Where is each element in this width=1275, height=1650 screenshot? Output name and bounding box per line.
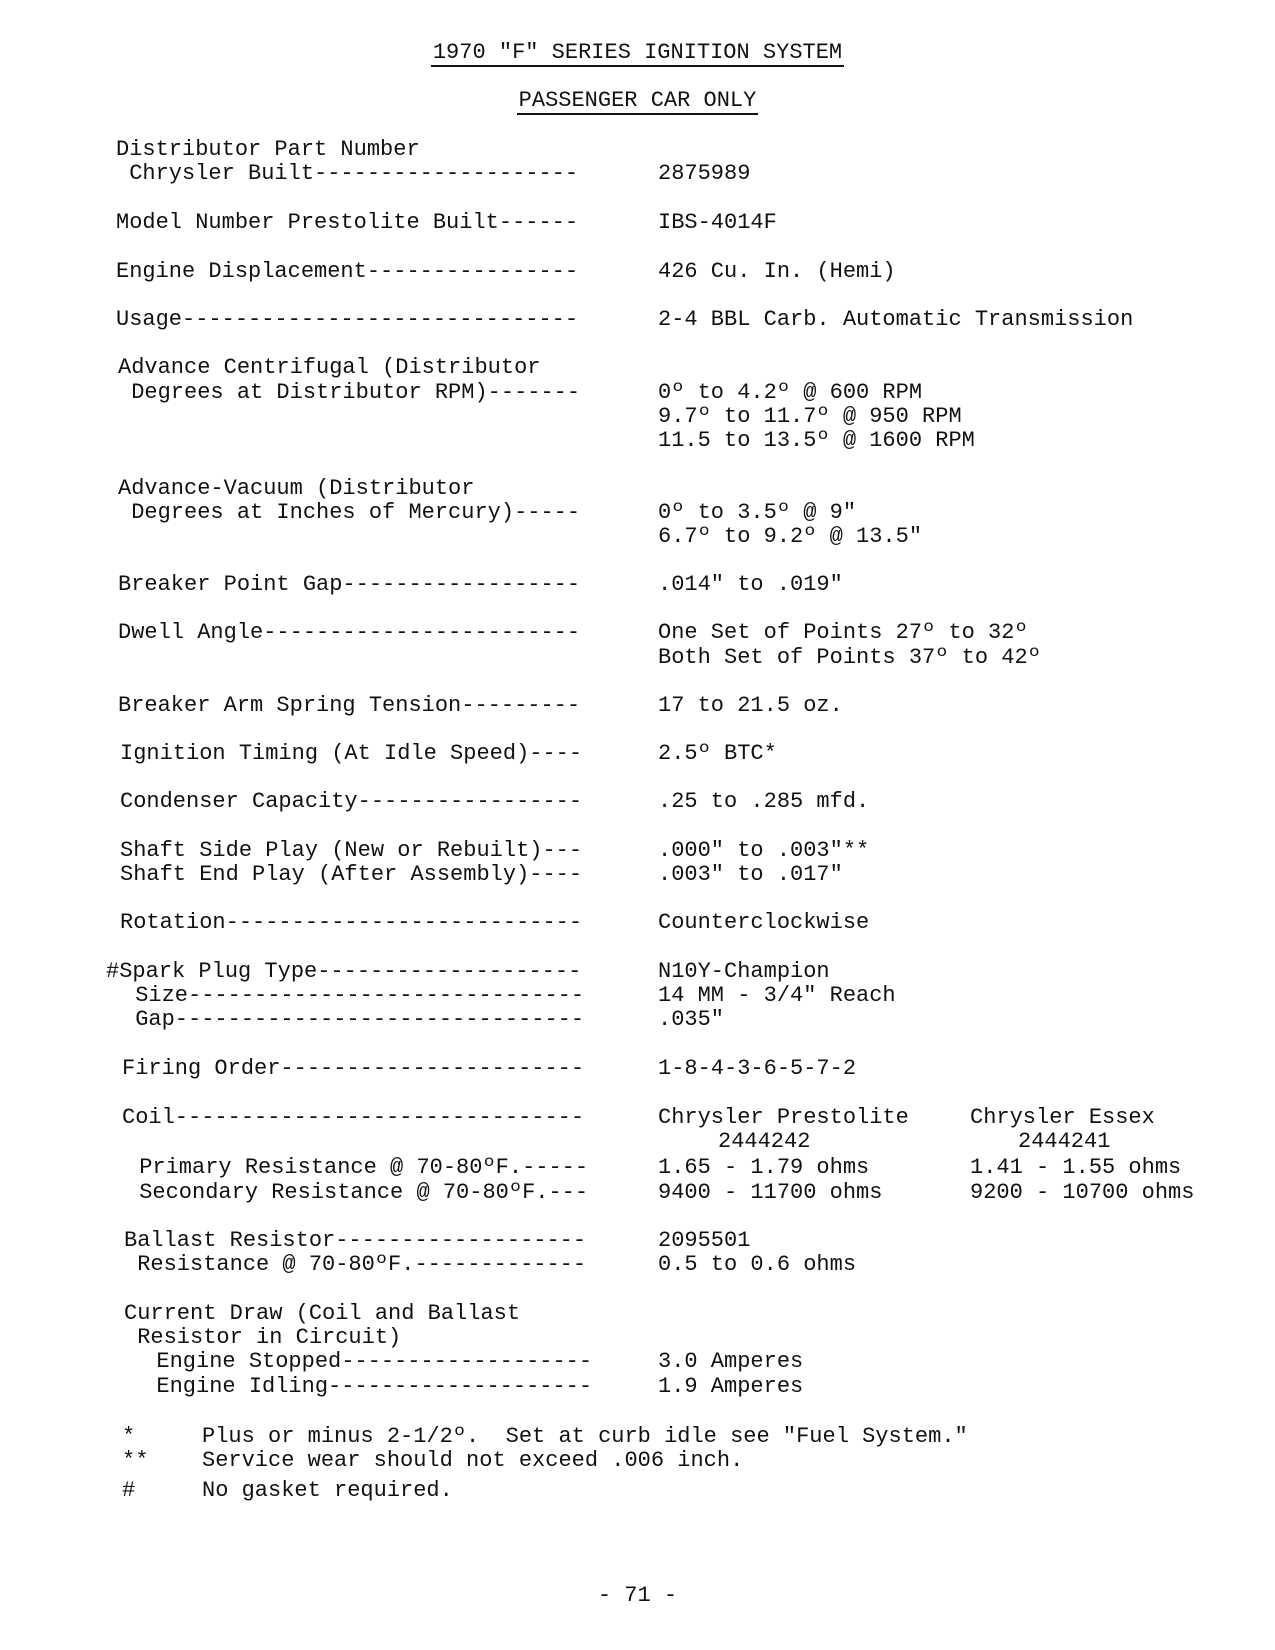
spec-label: Degrees at Inches of Mercury)----- — [118, 500, 581, 525]
spec-label: Condenser Capacity----------------- — [120, 789, 583, 814]
footnote-mark: * — [122, 1424, 136, 1449]
spec-label: Engine Stopped------------------- — [130, 1349, 593, 1374]
spec-value: 6.7º to 9.2º @ 13.5" — [658, 524, 923, 549]
spec-value: 14 MM - 3/4" Reach — [658, 983, 896, 1008]
spec-value: N10Y-Champion — [658, 959, 830, 984]
spec-value: 2.5º BTC* — [658, 741, 777, 766]
spec-value-secondary: 9200 - 10700 ohms — [970, 1180, 1195, 1205]
spec-value: One Set of Points 27º to 32º — [658, 620, 1028, 645]
spec-value: 426 Cu. In. (Hemi) — [658, 259, 896, 284]
spec-value: .25 to .285 mfd. — [658, 789, 870, 814]
page-number: - 71 - — [597, 1583, 678, 1608]
spec-label: Engine Idling-------------------- — [130, 1374, 593, 1399]
spec-value: 3.0 Amperes — [658, 1349, 804, 1374]
spec-value: 1.65 - 1.79 ohms — [658, 1155, 870, 1180]
spec-label: Primary Resistance @ 70-80ºF.----- — [126, 1155, 589, 1180]
spec-label: Usage------------------------------ — [116, 307, 579, 332]
page-title: 1970 "F" SERIES IGNITION SYSTEM — [432, 40, 843, 65]
footnote-mark: ** — [122, 1448, 149, 1473]
spec-label: Secondary Resistance @ 70-80ºF.--- — [126, 1180, 589, 1205]
spec-value: 2875989 — [658, 161, 751, 186]
spec-value: 2095501 — [658, 1228, 751, 1253]
spec-value: Both Set of Points 37º to 42º — [658, 645, 1041, 670]
spec-label: Shaft End Play (After Assembly)---- — [120, 862, 583, 887]
spec-value: .003" to .017" — [658, 862, 843, 887]
spec-label: Resistance @ 70-80ºF.------------- — [124, 1252, 587, 1277]
footnote-text: Plus or minus 2-1/2º. Set at curb idle see "Fuel System." — [202, 1424, 968, 1449]
page-subtitle: PASSENGER CAR ONLY — [518, 88, 757, 113]
spec-label: Advance Centrifugal (Distributor — [118, 355, 541, 380]
spec-value: 0º to 4.2º @ 600 RPM — [658, 380, 923, 405]
spec-label: Advance-Vacuum (Distributor — [118, 476, 475, 501]
spec-value: 1.9 Amperes — [658, 1374, 804, 1399]
spec-value-secondary: 2444241 — [1018, 1129, 1111, 1154]
spec-value: 17 to 21.5 oz. — [658, 693, 843, 718]
spec-value: 1-8-4-3-6-5-7-2 — [658, 1056, 857, 1081]
footnote-mark: # — [122, 1478, 136, 1503]
spec-label: Breaker Point Gap------------------ — [118, 572, 581, 597]
spec-value: 0.5 to 0.6 ohms — [658, 1252, 857, 1277]
spec-value: 11.5 to 13.5º @ 1600 RPM — [658, 428, 975, 453]
spec-value: 9400 - 11700 ohms — [658, 1180, 883, 1205]
spec-value: .000" to .003"** — [658, 838, 870, 863]
spec-value: 2444242 — [718, 1129, 811, 1154]
spec-label: Dwell Angle------------------------ — [118, 620, 581, 645]
footnote-text: Service wear should not exceed .006 inch. — [202, 1448, 744, 1473]
spec-value: .035" — [658, 1007, 725, 1032]
spec-value-secondary: Chrysler Essex — [970, 1105, 1155, 1130]
spec-label: Degrees at Distributor RPM)------- — [118, 380, 581, 405]
spec-value: .014" to .019" — [658, 572, 843, 597]
spec-label: Ballast Resistor------------------- — [124, 1228, 587, 1253]
spec-value: 2-4 BBL Carb. Automatic Transmission — [658, 307, 1134, 332]
spec-label: Engine Displacement---------------- — [116, 259, 579, 284]
spec-value: Counterclockwise — [658, 910, 870, 935]
spec-value: 0º to 3.5º @ 9" — [658, 500, 857, 525]
spec-label: Shaft Side Play (New or Rebuilt)--- — [120, 838, 583, 863]
spec-value: Chrysler Prestolite — [658, 1105, 909, 1130]
spec-label: Resistor in Circuit) — [124, 1325, 402, 1350]
spec-value-secondary: 1.41 - 1.55 ohms — [970, 1155, 1182, 1180]
spec-label: Size------------------------------ — [122, 983, 585, 1008]
spec-label: Ignition Timing (At Idle Speed)---- — [120, 741, 583, 766]
spec-label: Breaker Arm Spring Tension--------- — [118, 693, 581, 718]
spec-label: Rotation--------------------------- — [120, 910, 583, 935]
footnote-text: No gasket required. — [202, 1478, 453, 1503]
spec-label: Current Draw (Coil and Ballast — [124, 1301, 521, 1326]
spec-label: Chrysler Built-------------------- — [116, 161, 579, 186]
spec-value: IBS-4014F — [658, 210, 777, 235]
spec-label: Distributor Part Number — [116, 137, 420, 162]
spec-label: Model Number Prestolite Built------ — [116, 210, 579, 235]
spec-label: Gap------------------------------- — [122, 1007, 585, 1032]
spec-value: 9.7º to 11.7º @ 950 RPM — [658, 404, 962, 429]
spec-label: Coil------------------------------- — [122, 1105, 585, 1130]
spec-label: #Spark Plug Type-------------------- — [106, 959, 582, 984]
spec-label: Firing Order----------------------- — [122, 1056, 585, 1081]
